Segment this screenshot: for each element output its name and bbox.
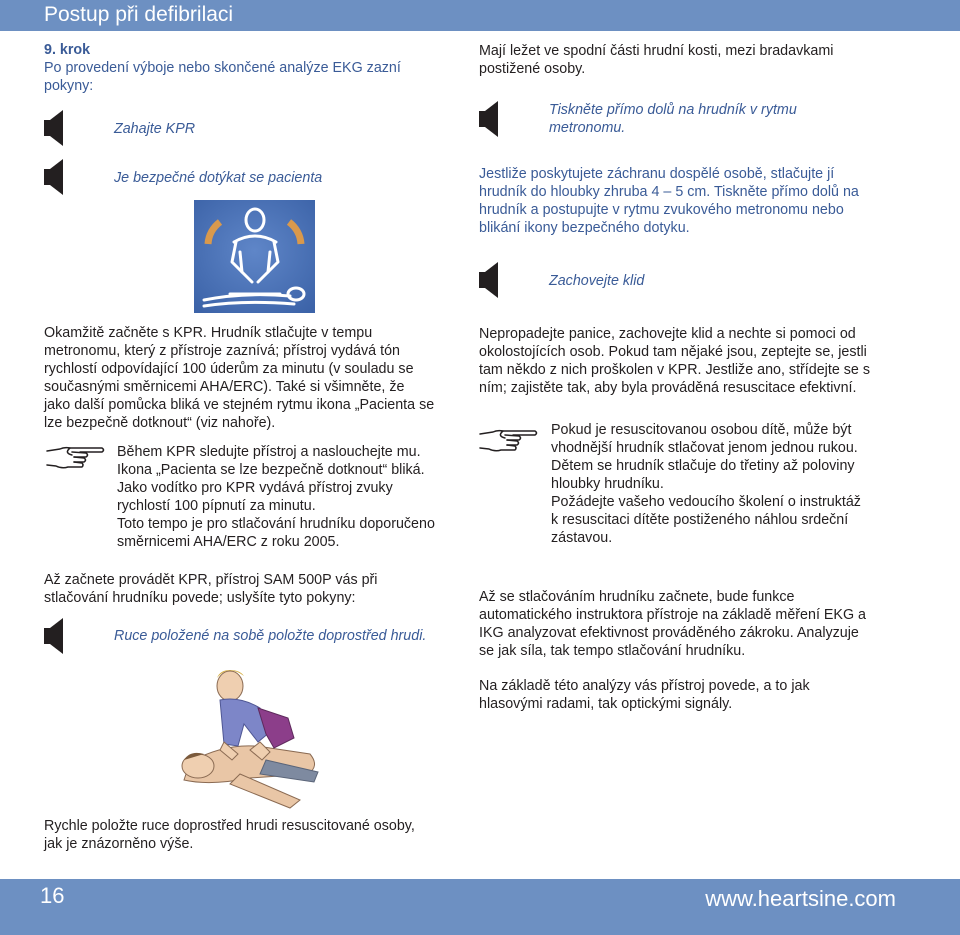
text-line: ním; zajistěte tak, aby byla prováděná resuscitace efektivní. <box>479 380 857 396</box>
text-line: postižené osoby. <box>479 61 586 77</box>
text-line: Požádejte vašeho vedoucího školení o instruktáž <box>551 494 861 510</box>
ekg-text <box>479 588 919 660</box>
text-line: stlačování hrudníku povede; uslyšíte tyto pokyny: <box>44 590 356 606</box>
prompt-hands: Ruce položené na sobě položte doprostřed hrudi. <box>114 628 427 644</box>
text-line: tam někdo z nich proškolen v KPR. Jestliže ano, střídejte se s <box>479 362 870 378</box>
prompt-line: metronomu. <box>549 120 626 136</box>
text-line: blikání ikony bezpečného dotyku. <box>479 220 690 236</box>
speaker-icon <box>44 618 64 654</box>
child-note <box>551 421 931 547</box>
intro-line-1: Po provedení výboje nebo skončené analýze EKG zazní <box>44 60 401 76</box>
text-line: lze bezpečně dotknout“ (viz nahoře). <box>44 415 276 431</box>
text-line: směrnicemi AHA/ERC z roku 2005. <box>117 534 340 550</box>
text-line: Ikona „Pacienta se lze bezpečně dotknout“ bliká. <box>117 462 425 478</box>
prompt-calm: Zachovejte klid <box>549 273 645 289</box>
text-line: Na základě této analýzy vás přístroj povede, a to jak <box>479 678 810 694</box>
prompt-safe-touch: Je bezpečné dotýkat se pacienta <box>114 170 323 186</box>
cpr-illustration <box>170 662 322 810</box>
cpr-pictogram-icon <box>194 200 315 313</box>
panic-text <box>479 325 919 397</box>
website-link[interactable]: www.heartsine.com <box>705 886 896 911</box>
page-title: Postup při defibrilaci <box>44 3 234 26</box>
placement-text <box>479 42 919 78</box>
text-line: Okamžitě začněte s KPR. Hrudník stlačujte v tempu <box>44 325 373 341</box>
speaker-icon <box>479 262 499 298</box>
text-line: Nepropadejte panice, zachovejte klid a nechte si pomoci od <box>479 326 856 342</box>
intro-line-2: pokyny: <box>44 78 94 94</box>
pointing-hand-icon <box>479 428 539 459</box>
text-line: okolostojících osob. Pokud tam nějaké jsou, zeptejte se, jestli <box>479 344 867 360</box>
text-line: se jak síla, tak tempo stlačování hrudníku. <box>479 643 746 659</box>
text-line: hrudník do hloubky zhruba 4 – 5 cm. Tiskněte přímo dolů na <box>479 184 859 200</box>
text-line: současnými směrnicemi AHA/ERC). Také si všimněte, že <box>44 379 405 395</box>
text-line: jak je znázorněno výše. <box>44 836 194 852</box>
text-line: vhodnější hrudník stlačovat jenom jednou rukou. <box>551 440 858 456</box>
text-line: Až začnete provádět KPR, přístroj SAM 500P vás při <box>44 572 378 588</box>
text-line: Pokud je resuscitovanou osobou dítě, může být <box>551 422 852 438</box>
page-number: 16 <box>40 883 65 908</box>
prompt-start-cpr: Zahajte KPR <box>114 121 196 137</box>
text-line: hloubky hrudníku. <box>551 476 664 492</box>
kpr-note <box>117 443 467 551</box>
sam-paragraph <box>44 571 464 607</box>
speaker-icon <box>44 159 64 195</box>
speaker-icon <box>479 101 499 137</box>
text-line: rychlostí odpovídající 100 úderům za minutu (v souladu se <box>44 361 414 377</box>
text-line: Jako vodítko pro KPR vydává přístroj zvuky <box>117 480 393 496</box>
adult-text <box>479 165 919 237</box>
text-line: automatického instruktora přístroje na základě měření EKG a <box>479 607 867 623</box>
voice-text <box>479 677 919 713</box>
text-line: hlasovými radami, tak optickými signály. <box>479 696 733 712</box>
pointing-hand-icon <box>46 445 106 476</box>
cpr-paragraph <box>44 324 464 432</box>
text-line: jako další pomůcka bliká ve stejném rytmu ikona „Pacienta se <box>44 397 435 413</box>
text-line: rychlostí 100 pípnutí za minutu. <box>117 498 316 514</box>
text-line: Rychle položte ruce doprostřed hrudi resuscitované osoby, <box>44 818 415 834</box>
text-line: Dětem se hrudník stlačuje do třetiny až poloviny <box>551 458 855 474</box>
speaker-icon <box>44 110 64 146</box>
prompt-line: Tiskněte přímo dolů na hrudník v rytmu <box>549 102 797 118</box>
prompt-press <box>549 101 797 137</box>
text-line: metronomu, který z přístroje zaznívá; přístroj vydává tón <box>44 343 400 359</box>
text-line: hrudník a postupujte v rytmu zvukového metronomu nebo <box>479 202 844 218</box>
figure-caption <box>44 817 464 853</box>
text-line: IKG analyzovat efektivnost prováděného zákroku. Analyzuje <box>479 625 859 641</box>
text-line: Jestliže poskytujete záchranu dospělé osobě, stlačujte jí <box>479 166 835 182</box>
text-line: Toto tempo je pro stlačování hrudníku doporučeno <box>117 516 435 532</box>
text-line: Až se stlačováním hrudníku začnete, bude funkce <box>479 589 795 605</box>
text-line: k resuscitaci dítěte postiženého náhlou srdeční <box>551 512 849 528</box>
text-line: zástavou. <box>551 530 613 546</box>
text-line: Mají ležet ve spodní části hrudní kosti, mezi bradavkami <box>479 43 834 59</box>
step-title: 9. krok <box>44 42 91 58</box>
text-line: Během KPR sledujte přístroj a naslouchejte mu. <box>117 444 421 460</box>
